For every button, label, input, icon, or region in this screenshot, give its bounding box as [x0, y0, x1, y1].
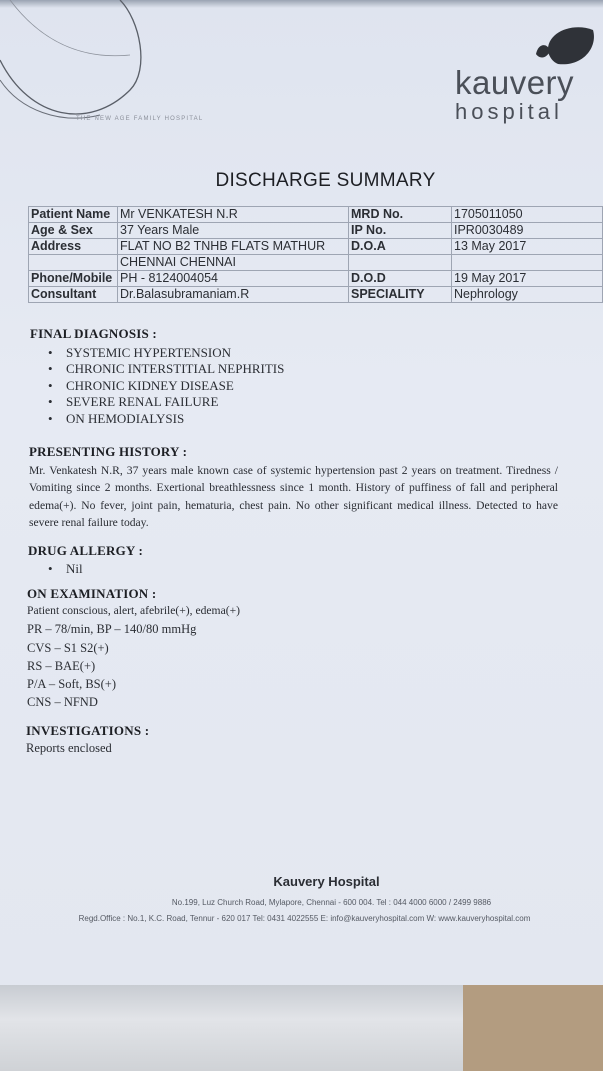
- list-item: • Nil: [46, 561, 83, 577]
- address-label: Address: [29, 239, 118, 255]
- drug-allergy-heading: DRUG ALLERGY :: [28, 543, 143, 558]
- phone-label: Phone/Mobile: [29, 271, 118, 287]
- final-diagnosis-heading: FINAL DIAGNOSIS :: [30, 326, 157, 341]
- exam-line: P/A – Soft, BS(+): [27, 677, 117, 691]
- exam-line: CVS – S1 S2(+): [27, 641, 109, 655]
- table-row: [29, 287, 603, 303]
- exam-line: RS – BAE(+): [27, 659, 96, 673]
- decorative-curve-graphic: [0, 0, 250, 130]
- table-row: [29, 207, 603, 223]
- ip-label: IP No.: [349, 223, 452, 239]
- brand-name-top: kauvery: [455, 64, 575, 101]
- ip-value: IPR0030489: [452, 223, 603, 239]
- consultant-label: Consultant: [29, 287, 118, 303]
- address-line2: CHENNAI CHENNAI: [118, 255, 349, 271]
- list-item: • ON HEMODIALYSIS: [46, 411, 284, 427]
- dod-value: 19 May 2017: [452, 271, 603, 287]
- dod-label: D.O.D: [349, 271, 452, 287]
- presenting-history-heading: PRESENTING HISTORY :: [29, 444, 188, 459]
- document-title: DISCHARGE SUMMARY: [215, 170, 436, 191]
- patient-name-value: Mr VENKATESH N.R: [118, 207, 349, 223]
- exam-line: Patient conscious, alert, afebrile(+), edema(+): [27, 604, 240, 617]
- address-line1: FLAT NO B2 TNHB FLATS MATHUR: [118, 239, 349, 255]
- age-sex-label: Age & Sex: [29, 223, 118, 239]
- table-row: [29, 223, 603, 239]
- list-item: • CHRONIC KIDNEY DISEASE: [46, 378, 284, 394]
- footer-address: No.199, Luz Church Road, Mylapore, Chennai - 600 004. Tel : 044 4000 6000 / 2499 9886: [171, 898, 492, 907]
- list-item: • SYSTEMIC HYPERTENSION: [46, 345, 284, 361]
- table-row: [29, 271, 603, 287]
- footer-hospital-name: Kauvery Hospital: [273, 874, 380, 889]
- exam-line: CNS – NFND: [27, 695, 98, 709]
- investigations-heading: INVESTIGATIONS :: [26, 723, 150, 738]
- table-row: [29, 255, 603, 271]
- hospital-tagline: THE NEW AGE FAMILY HOSPITAL: [76, 116, 204, 122]
- phone-value: PH - 8124004054: [118, 271, 349, 287]
- on-examination-heading: ON EXAMINATION :: [27, 586, 157, 601]
- hospital-brand: [455, 66, 574, 123]
- exam-line: PR – 78/min, BP – 140/80 mmHg: [27, 622, 197, 636]
- mrd-value: 1705011050: [452, 207, 603, 223]
- doa-label: D.O.A: [349, 239, 452, 255]
- speciality-value: Nephrology: [452, 287, 603, 303]
- age-sex-value: 37 Years Male: [118, 223, 349, 239]
- final-diagnosis-list: [46, 345, 284, 427]
- footer-registered-office: Regd.Office : No.1, K.C. Road, Tennur - 620 017 Tel: 0431 4022555 E: info@kauveryhospital.com W: www.kauveryhospital.com: [78, 914, 531, 923]
- consultant-value: Dr.Balasubramaniam.R: [118, 287, 349, 303]
- drug-allergy-list: [46, 561, 83, 577]
- list-item: • CHRONIC INTERSTITIAL NEPHRITIS: [46, 361, 284, 377]
- table-row: [29, 239, 603, 255]
- brand-name-bottom: hospital: [455, 99, 563, 124]
- patient-name-label: Patient Name: [29, 207, 118, 223]
- investigations-text: Reports enclosed: [26, 741, 112, 755]
- presenting-history-text: Mr. Venkatesh N.R, 37 years male known case of systemic hypertension past 2 years on treatment. Tiredness / Vomiting since 2 months. Exertional breathlessness since 1 month. History of puffiness of fall and peripheral edema(+). No fever, joint pain, hematuria, chest pain. No other significant medical illness. Detected to have severe renal failure today.: [29, 464, 558, 530]
- mrd-label: MRD No.: [349, 207, 452, 223]
- patient-info-table: [28, 206, 603, 303]
- doa-value: 13 May 2017: [452, 239, 603, 255]
- background-cardboard: [463, 985, 603, 1071]
- speciality-label: SPECIALITY: [349, 287, 452, 303]
- list-item: • SEVERE RENAL FAILURE: [46, 394, 284, 410]
